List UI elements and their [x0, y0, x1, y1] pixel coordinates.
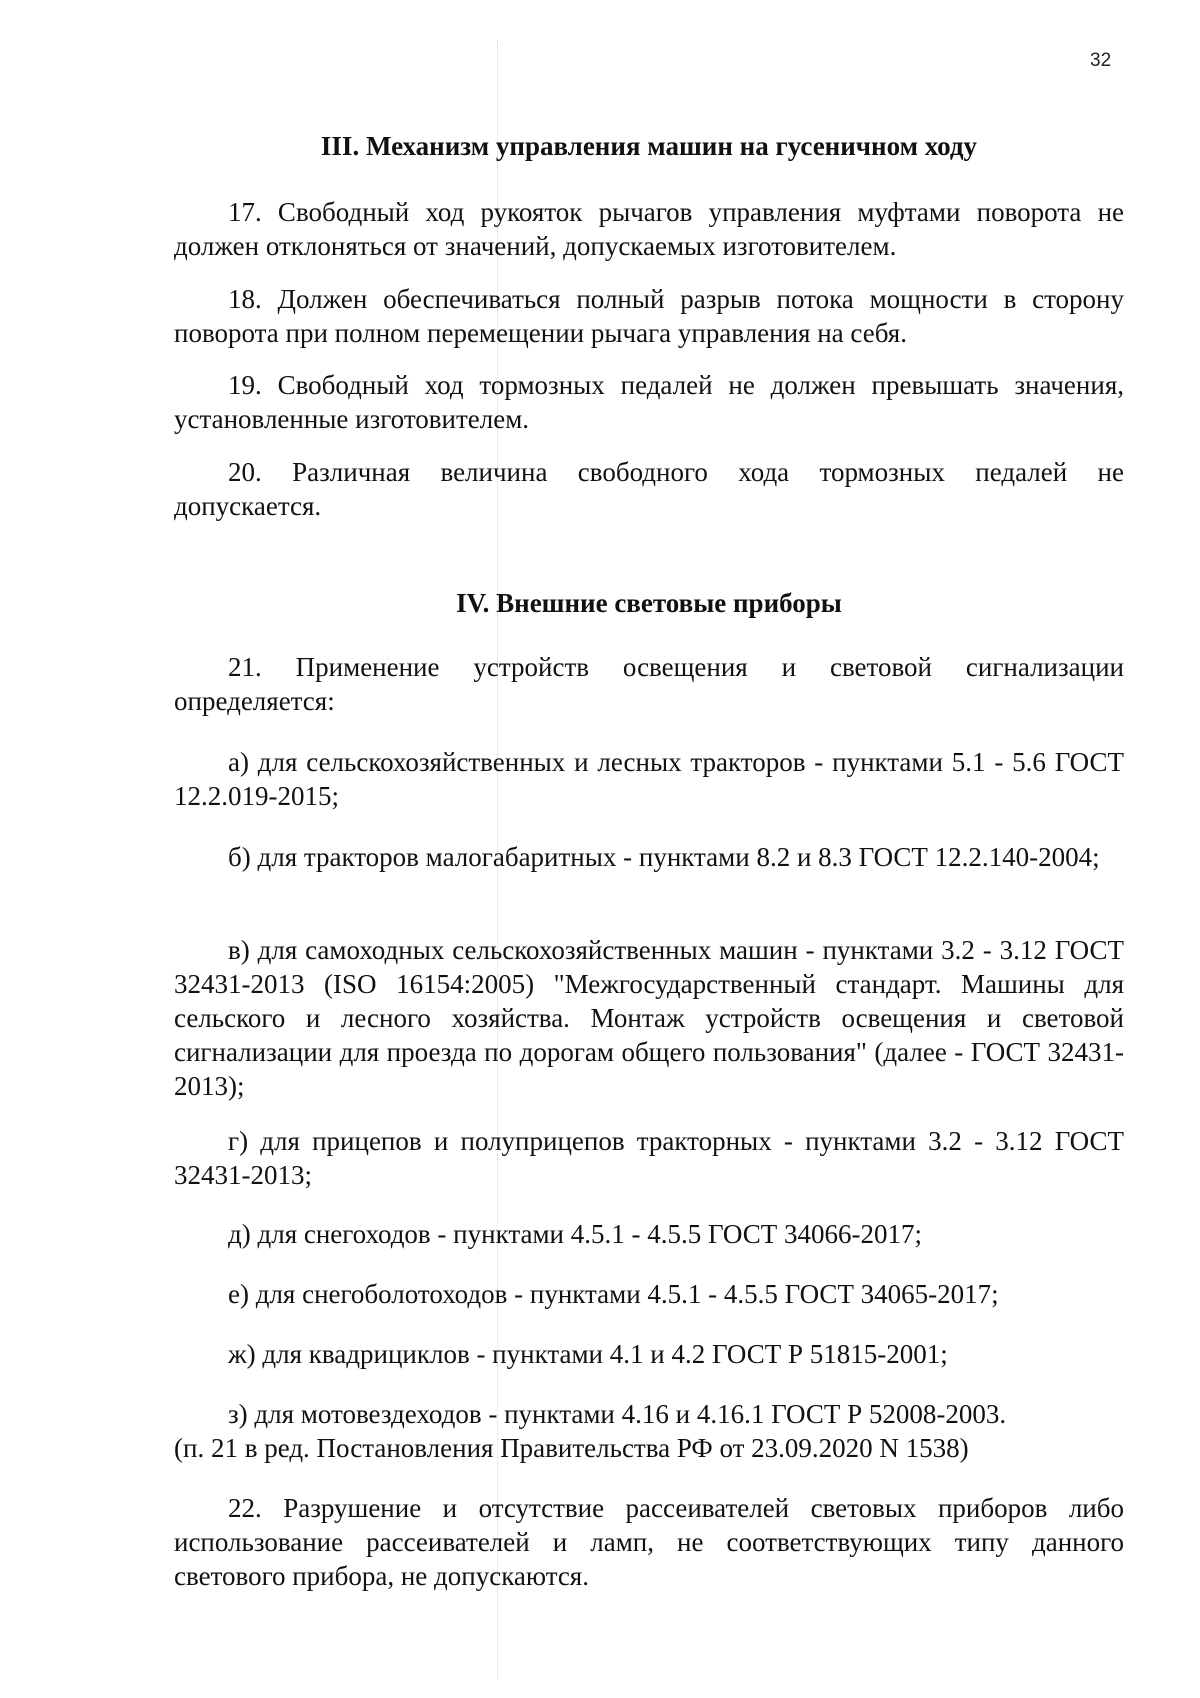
paragraph-19: 19. Свободный ход тормозных педалей не должен превышать значения, установленные изготовителем. — [174, 370, 1124, 434]
subitem-v: в) для самоходных сельскохозяйственных машин - пунктами 3.2 - 3.12 ГОСТ 32431-2013 (ISO 16154:2005) "Межгосударственный стандарт. Машины для сельского и лесного хозяйства. Монтаж устройств освещения и световой сигнализации для проезда по дорогам общего пользования" (далее - ГОСТ 32431-2013); — [174, 935, 1124, 1101]
paragraph-21-line-1: 21. Применение устройств освещения и световой сигнализации — [228, 652, 1124, 682]
page-number: 32 — [1090, 50, 1112, 71]
paragraph-18: 18. Должен обеспечиваться полный разрыв потока мощности в сторону поворота при полном перемещении рычага управления на себя. — [174, 284, 1124, 348]
paragraph-21 — [174, 650, 1124, 718]
amendment-note: (п. 21 в ред. Постановления Правительства РФ от 23.09.2020 N 1538) — [174, 1433, 969, 1463]
paragraph-20 — [174, 455, 1124, 523]
subitem-zh: ж) для квадрициклов - пунктами 4.1 и 4.2 ГОСТ Р 51815-2001; — [228, 1339, 948, 1369]
paragraph-20-line-2: допускается. — [174, 491, 322, 521]
paragraph-21-line-2: определяется: — [174, 686, 335, 716]
subitem-e: е) для снегоболотоходов - пунктами 4.5.1 - 4.5.5 ГОСТ 34065-2017; — [228, 1279, 999, 1309]
paragraph-22: 22. Разрушение и отсутствие рассеивателей световых приборов либо использование рассеивателей и ламп, не соответствующих типу данного светового прибора, не допускаются. — [174, 1493, 1124, 1591]
subitem-b: б) для тракторов малогабаритных - пунктами 8.2 и 8.3 ГОСТ 12.2.140-2004; — [228, 842, 1100, 872]
paragraph-20-line-1: 20. Различная величина свободного хода тормозных педалей не — [228, 457, 1124, 487]
subitem-z — [174, 1397, 1124, 1465]
section-4-heading: IV. Внешние световые приборы — [456, 588, 842, 618]
subitem-d: д) для снегоходов - пунктами 4.5.1 - 4.5.5 ГОСТ 34066-2017; — [228, 1219, 922, 1249]
subitem-a: а) для сельскохозяйственных и лесных тракторов - пунктами 5.1 - 5.6 ГОСТ 12.2.019-2015; — [174, 747, 1124, 811]
subitem-g: г) для прицепов и полуприцепов тракторных - пунктами 3.2 - 3.12 ГОСТ 32431-2013; — [174, 1126, 1124, 1190]
subitem-z-text: з) для мотовездеходов - пунктами 4.16 и 4.16.1 ГОСТ Р 52008-2003. — [228, 1399, 1007, 1429]
paragraph-17: 17. Свободный ход рукояток рычагов управления муфтами поворота не должен отклоняться от значений, допускаемых изготовителем. — [174, 197, 1124, 261]
section-3-heading: III. Механизм управления машин на гусеничном ходу — [320, 131, 978, 161]
